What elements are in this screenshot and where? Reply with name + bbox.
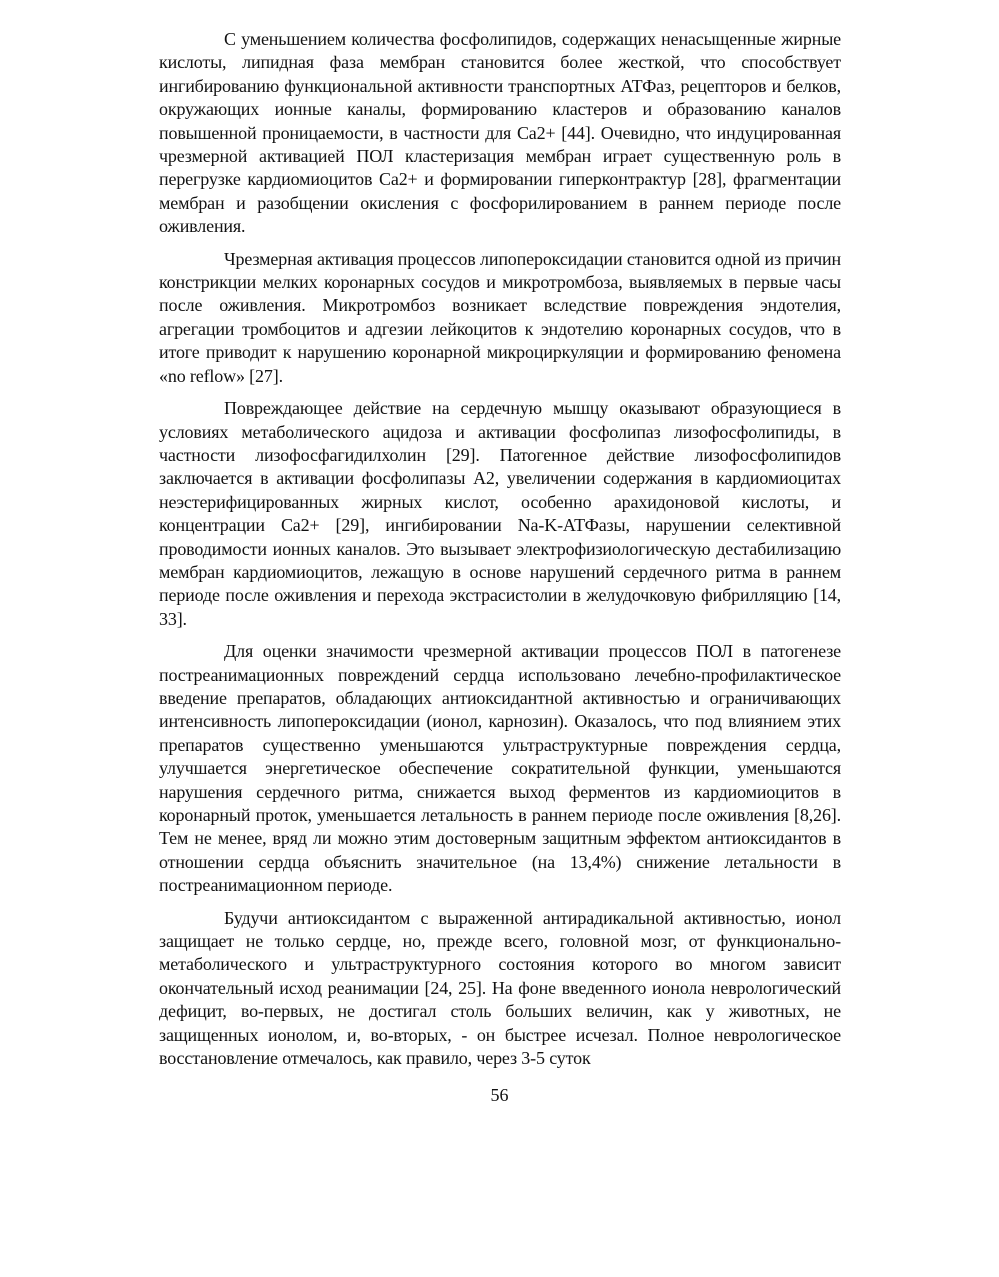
page-number: 56 <box>490 1085 509 1105</box>
paragraph-2: Чрезмерная активация процессов липопероксидации становится одной из причин констрикции мелких коронарных сосудов и микротромбоза, выявляемых в первые часы после оживления. Микротромбоз возникает вследствие повреждения эндотелия, агрегации тромбоцитов и адгезии лейкоцитов к эндотелию коронарных сосудов, что в итоге приводит к нарушению коронарной микроциркуляции и формированию феномена «no reflow» [27]. <box>159 248 841 386</box>
paragraph-1: С уменьшением количества фосфолипидов, содержащих ненасыщенные жирные кислоты, липидная фаза мембран становится более жесткой, что способствует ингибированию функциональной активности транспортных АТФаз, рецепторов и белков, окружающих ионные каналы, формированию кластеров и образованию каналов повышенной проницаемости, в частности для Са2+ [44]. Очевидно, что индуцированная чрезмерной активацией ПОЛ кластеризация мембран играет существенную роль в перегрузке кардиомиоцитов Са2+ и формировании гиперконтрактур [28], фрагментации мембран и разобщении окисления с фосфорилированием в раннем периоде после оживления. <box>159 29 841 237</box>
page-body <box>159 28 841 1079</box>
paragraph-3: Повреждающее действие на сердечную мышцу оказывают образующиеся в условиях метаболического ацидоза и активации фосфолипаз лизофосфолипиды, в частности лизофосфагидилхолин [29]. Патогенное действие лизофосфолипидов заключается в активации фосфолипазы А2, увеличении содержания в кардиомиоцитах неэстерифицированных жирных кислот, особенно арахидоновой кислоты, и концентрации Са2+ [29], ингибировании Na-K-АТФазы, нарушении селективной проводимости ионных каналов. Это вызывает электрофизиологическую дестабилизацию мембран кардиомиоцитов, лежащую в основе нарушений сердечного ритма в раннем периоде после оживления и перехода экстрасистолии в желудочковую фибрилляцию [14, 33]. <box>159 398 841 629</box>
paragraph-4: Для оценки значимости чрезмерной активации процессов ПОЛ в патогенезе постреанимационных повреждений сердца использовано лечебно-профилактическое введение препаратов, обладающих антиоксидантной активностью и ограничивающих интенсивность липопероксидации (ионол, карнозин). Оказалось, что под влиянием этих препаратов существенно уменьшаются ультраструктурные повреждения сердца, улучшается энергетическое обеспечение сократительной функции, уменьшаются нарушения сердечного ритма, снижается выход ферментов из кардиомиоцитов в коронарный проток, уменьшается летальность в раннем периоде после оживления [8,26]. Тем не менее, вряд ли можно этим достоверным защитным эффектом антиоксидантов в отношении сердца объяснить значительное (на 13,4%) снижение летальности в постреанимационном периоде. <box>159 641 841 896</box>
paragraph-5: Будучи антиоксидантом с выраженной антирадикальной активностью, ионол защищает не только сердце, но, прежде всего, головной мозг, от функционально-метаболического и ультраструктурного состояния которого во многом зависит окончательный исход реанимации [24, 25]. На фоне введенного ионола неврологический дефицит, во-первых, не достигал столь больших величин, как у животных, не защищенных ионолом, и, во-вторых, - он быстрее исчезал. Полное неврологическое восстановление отмечалось, как правило, через 3-5 суток <box>159 907 841 1069</box>
